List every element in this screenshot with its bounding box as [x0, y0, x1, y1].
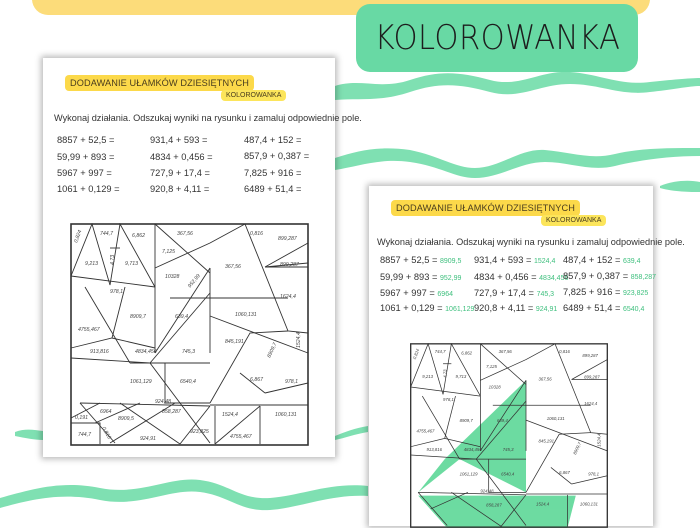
svg-text:4755,467: 4755,467: [230, 434, 252, 440]
svg-text:10328: 10328: [488, 384, 501, 390]
svg-text:9,213: 9,213: [85, 261, 98, 267]
svg-text:913,816: 913,816: [426, 446, 443, 452]
instruction-text: Wykonaj działania. Odszukaj wyniki na rysunku i zamaluj odpowiednie pole.: [54, 113, 362, 123]
equation: 7,825 + 916 =: [244, 168, 302, 178]
equation: 727,9 + 17,4 = 745,3: [474, 288, 555, 298]
svg-text:6,862: 6,862: [461, 350, 473, 356]
svg-text:978,1: 978,1: [588, 471, 599, 477]
equation: 6489 + 51,4 = 6540,4: [563, 303, 645, 313]
svg-text:8909,7: 8909,7: [266, 341, 279, 359]
svg-text:367,56: 367,56: [177, 231, 193, 237]
equation: 59,99 + 893 =: [57, 152, 115, 162]
equation: 8857 + 52,5 =: [57, 135, 115, 145]
svg-text:899,287: 899,287: [582, 353, 598, 359]
svg-text:7,125: 7,125: [486, 363, 497, 369]
svg-text:1624,4: 1624,4: [584, 401, 598, 407]
equation: 857,9 + 0,387 = 858,287: [563, 271, 657, 281]
equation: 920,8 + 4,11 = 924,91: [474, 303, 558, 313]
svg-text:4834,456: 4834,456: [463, 446, 482, 452]
worksheet-header: DODAWANIE UŁAMKÓW DZIESIĘTNYCH: [65, 75, 254, 91]
equation: 59,99 + 893 = 952,99: [380, 272, 462, 282]
svg-text:924,48: 924,48: [480, 488, 494, 494]
svg-text:899,287: 899,287: [584, 374, 600, 380]
svg-text:978,1: 978,1: [285, 379, 298, 385]
svg-text:367,56: 367,56: [225, 264, 241, 270]
svg-text:923,825: 923,825: [190, 429, 209, 435]
svg-text:6,867: 6,867: [250, 377, 263, 383]
svg-text:639,4: 639,4: [496, 417, 508, 423]
equation: 5967 + 997 =: [57, 168, 112, 178]
svg-text:367,56: 367,56: [538, 376, 552, 382]
svg-text:6540,4: 6540,4: [501, 471, 515, 477]
instruction-text: Wykonaj działania. Odszukaj wyniki na rysunku i zamaluj odpowiednie pole.: [377, 237, 685, 247]
svg-text:924,48: 924,48: [155, 399, 171, 405]
svg-text:1524,4: 1524,4: [535, 501, 550, 507]
svg-text:6,862: 6,862: [132, 233, 145, 239]
title-text: KOLOROWANKA: [374, 18, 620, 58]
svg-text:367,56: 367,56: [498, 348, 512, 354]
svg-text:4755,467: 4755,467: [78, 327, 100, 333]
svg-text:0,816: 0,816: [559, 348, 570, 354]
svg-text:1524,4: 1524,4: [296, 332, 302, 348]
equation: 4834 + 0,456 = 4834,456: [474, 272, 569, 282]
svg-text:1060,131: 1060,131: [546, 416, 565, 422]
svg-text:744,7: 744,7: [100, 231, 113, 237]
svg-text:978,1: 978,1: [110, 289, 123, 295]
svg-text:1061,129: 1061,129: [130, 379, 152, 385]
svg-text:4834,456: 4834,456: [135, 349, 157, 355]
svg-text:10328: 10328: [165, 274, 180, 280]
equation: 920,8 + 4,11 =: [150, 184, 210, 194]
coloring-grid-solved[interactable]: [393, 343, 625, 528]
field-labels: [73, 229, 302, 442]
svg-text:6964: 6964: [100, 409, 112, 415]
worksheet-header: DODAWANIE UŁAMKÓW DZIESIĘTNYCH: [391, 200, 580, 216]
svg-text:0,816: 0,816: [250, 231, 263, 237]
title-badge: [356, 4, 638, 72]
svg-text:745,3: 745,3: [502, 446, 514, 452]
worksheet-blank: [43, 58, 362, 457]
worksheet-subheader: KOLOROWANKA: [541, 215, 606, 226]
svg-text:0,191: 0,191: [75, 415, 88, 421]
svg-text:8909,7: 8909,7: [459, 417, 473, 423]
svg-text:7,125: 7,125: [162, 249, 175, 255]
svg-text:8909,5: 8909,5: [118, 416, 134, 422]
svg-text:9,713: 9,713: [455, 373, 467, 379]
svg-text:0,816: 0,816: [100, 426, 112, 441]
svg-text:899,287: 899,287: [280, 262, 299, 268]
svg-text:4755,467: 4755,467: [416, 428, 435, 434]
svg-text:845,191: 845,191: [538, 438, 554, 444]
svg-text:6,867: 6,867: [559, 470, 570, 476]
equation: 487,4 + 152 =: [244, 135, 302, 145]
svg-text:744,7: 744,7: [78, 432, 91, 438]
svg-text:858,287: 858,287: [486, 502, 502, 508]
svg-text:9,213: 9,213: [422, 373, 434, 379]
equation: 6489 + 51,4 =: [244, 184, 302, 194]
equation: 4834 + 0,456 =: [150, 152, 213, 162]
equation: 8857 + 52,5 = 8909,5: [380, 255, 462, 265]
svg-text:1624,4: 1624,4: [280, 294, 296, 300]
svg-text:1061,129: 1061,129: [459, 471, 478, 477]
equation: 857,9 + 0,387 =: [244, 151, 310, 161]
svg-text:8909,7: 8909,7: [130, 314, 146, 320]
equation: 1061 + 0,129 =: [57, 184, 120, 194]
equation: 7,825 + 916 = 923,825: [563, 287, 649, 297]
svg-text:1524,4: 1524,4: [222, 412, 238, 418]
equation: 931,4 + 593 = 1524,4: [474, 255, 556, 265]
coloring-grid[interactable]: [70, 223, 309, 446]
svg-text:744,7: 744,7: [434, 348, 446, 354]
svg-text:924,91: 924,91: [140, 436, 156, 442]
worksheet-subheader: KOLOROWANKA: [221, 90, 286, 101]
svg-text:1060,131: 1060,131: [579, 501, 598, 507]
svg-text:858,287: 858,287: [162, 409, 181, 415]
svg-text:0,824: 0,824: [411, 348, 421, 360]
svg-text:6540,4: 6540,4: [180, 379, 196, 385]
svg-text:639,4: 639,4: [175, 314, 188, 320]
worksheet-solved: [369, 186, 685, 526]
svg-text:978,1: 978,1: [443, 397, 454, 403]
svg-text:845,191: 845,191: [225, 339, 244, 345]
svg-text:4,73: 4,73: [110, 254, 116, 265]
svg-text:0,824: 0,824: [73, 229, 84, 244]
svg-text:1524,4: 1524,4: [596, 433, 602, 447]
svg-text:4,73: 4,73: [442, 369, 448, 378]
equation: 931,4 + 593 =: [150, 135, 208, 145]
svg-text:745,3: 745,3: [182, 349, 195, 355]
svg-text:952,99: 952,99: [186, 273, 202, 290]
svg-text:1060,131: 1060,131: [235, 312, 257, 318]
svg-text:899,287: 899,287: [278, 236, 297, 242]
equation: 487,4 + 152 = 639,4: [563, 255, 641, 265]
svg-text:913,816: 913,816: [90, 349, 109, 355]
svg-text:8909,7: 8909,7: [572, 441, 583, 456]
equation: 1061 + 0,129 = 1061,129: [380, 303, 475, 313]
equation: 727,9 + 17,4 =: [150, 168, 210, 178]
svg-text:9,713: 9,713: [125, 261, 138, 267]
equation: 5967 + 997 = 6964: [380, 288, 453, 298]
svg-text:1060,131: 1060,131: [275, 412, 297, 418]
